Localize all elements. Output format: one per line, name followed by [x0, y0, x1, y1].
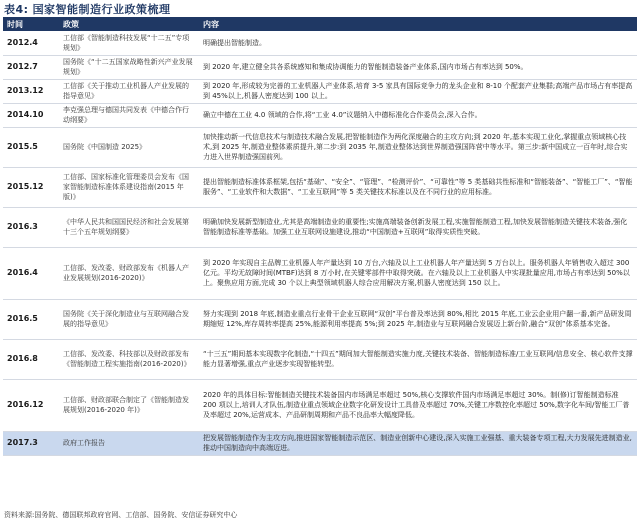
- row-content: 提出智能制造标准体系框架,包括“基础”、“安全”、“管理”、“检测评价”、“可靠性”等 5 类基础共性标准和“智能装备”、“智能工厂”、“智能服务”、“工业软件和大数据”、“工业互联网”等 5 类关键技术标准以及在不同行业的应用标准。: [199, 167, 637, 207]
- row-time: 2016.4: [3, 247, 59, 299]
- row-policy: 工信部、发改委、科技部以及财政部发布《智能制造工程实施指南(2016-2020)》: [59, 339, 199, 379]
- row-time: 2016.5: [3, 299, 59, 339]
- table-row: [3, 55, 637, 79]
- table-row: [3, 299, 637, 339]
- row-time: 2015.12: [3, 167, 59, 207]
- row-time: 2017.3: [3, 431, 59, 455]
- table-number: 表4:: [4, 2, 29, 16]
- table-row: [3, 31, 637, 55]
- row-content: 2020 年的具体目标:智能制造关键技术装备国内市场满足率超过 50%,核心支撑软件国内市场满足率超过 30%。制(修)订智能制造标准 200 项以上,培训人才队伍,制造业重点领域企业数字化研发设计工具普及率超过 70%,关键工序数控化率超过 50%,数字化车间/智能工厂普及率超过 20%,运营成本、产品研制周期和产品不良品率大幅度降低。: [199, 379, 637, 431]
- policy-table: [3, 17, 637, 456]
- row-policy: 国务院《关于深化制造业与互联网融合发展的指导意见》: [59, 299, 199, 339]
- row-policy: 《中华人民共和国国民经济和社会发展第十三个五年规划纲要》: [59, 207, 199, 247]
- row-content: 明确加快发展新型制造业,尤其是高端制造业的重要性;实施高端装备创新发展工程,实施智能制造工程,加快发展智能制造关键技术装备,强化智能制造标准等基础。加强工业互联网设施建设,推动“中国制造+互联网”取得实质性突破。: [199, 207, 637, 247]
- row-content: 到 2020 年,形成较为完善的工业机器人产业体系,培育 3-5 家具有国际竞争力的龙头企业和 8-10 个配套产业集群;高端产品市场占有率提高到 45%以上,机器人密度达到 100 以上。: [199, 79, 637, 103]
- row-content: 加快推动新一代信息技术与制造技术融合发展,把智能制造作为两化深度融合的主攻方向;到 2020 年,基本实现工业化,掌握重点领域核心技术,到 2025 年,制造业整体素质提升,第二步:到 2035 年,制造业整体达到世界制造强国阵营中等水平。第三步:新中国成立一百年时,综合实力进入世界制造强国前列。: [199, 127, 637, 167]
- row-time: 2012.4: [3, 31, 59, 55]
- table-row: [3, 431, 637, 455]
- row-policy: 政府工作报告: [59, 431, 199, 455]
- table-row: [3, 167, 637, 207]
- table-row: [3, 79, 637, 103]
- row-content: 把发展智能制造作为主攻方向,推进国家智能制造示范区、制造业创新中心建设,深入实施工业强基、重大装备专项工程,大力发展先进制造业,推动中国制造向中高端迈进。: [199, 431, 637, 455]
- row-time: 2015.5: [3, 127, 59, 167]
- row-policy: 李克强总理与德国共同发表《中德合作行动纲要》: [59, 103, 199, 127]
- row-content: 确立中德在工业 4.0 领域的合作,将“工业 4.0”议题纳入中德标准化合作委员会,深入合作。: [199, 103, 637, 127]
- row-policy: 工信部、财政部联合制定了《智能制造发展规划(2016-2020 年)》: [59, 379, 199, 431]
- row-time: 2012.7: [3, 55, 59, 79]
- row-policy: 国务院《“十二五国家战略性新兴产业发展规划》: [59, 55, 199, 79]
- row-time: 2016.3: [3, 207, 59, 247]
- row-policy: 工信部、发改委、财政部发布《机器人产业发展规划(2016-2020)》: [59, 247, 199, 299]
- source-note: 资料来源:国务院、德国联邦政府官网、工信部、国务院、安信证券研究中心: [4, 511, 238, 519]
- header-time: 时间: [7, 19, 23, 29]
- row-time: 2016.8: [3, 339, 59, 379]
- table-title: [0, 0, 640, 17]
- row-content: 到 2020 年,建立健全共各系统感知和集成协调能力的智能制造装备产业体系,国内市场占有率达到 50%。: [199, 55, 637, 79]
- table-row: [3, 339, 637, 379]
- row-content: 明确提出智能制造。: [199, 31, 637, 55]
- row-time: 2013.12: [3, 79, 59, 103]
- row-policy: 工信部《关于推动工业机器人产业发展的指导意见》: [59, 79, 199, 103]
- row-content: “十三五”期间基本实现数字化制造,“十四五”期间加大智能制造实施力度,关键技术装备、智能制造标准/工业互联网/信息安全、核心软件支撑能力显著增强,重点产业逐步实现智能转型。: [199, 339, 637, 379]
- table-row: [3, 103, 637, 127]
- table-row: [3, 207, 637, 247]
- table-row: [3, 127, 637, 167]
- table-row: [3, 379, 637, 431]
- header-policy: 政策: [63, 19, 79, 29]
- table-title-text: 国家智能制造行业政策梳理: [32, 2, 171, 16]
- header-content: 内容: [203, 19, 219, 29]
- table-header-row: [3, 17, 637, 31]
- row-time: 2016.12: [3, 379, 59, 431]
- row-policy: 国务院《中国制造 2025》: [59, 127, 199, 167]
- row-policy: 工信部《智能制造科技发展“十二五”专项规划》: [59, 31, 199, 55]
- row-policy: 工信部、国家标准化管理委员会发布《国家智能制造标准体系建设指南(2015 年版)》: [59, 167, 199, 207]
- table-row: [3, 247, 637, 299]
- row-content: 到 2020 年实现自主品牌工业机器人年产量达到 10 万台,六轴及以上工业机器人年产量达到 5 万台以上。服务机器人年销售收入超过 300 亿元。平均无故障时间(MTBF)达到 8 万小时,在关键零部件中取得突破。在六轴及以上工业机器人中实现批量应用,市场占有率达到 50%以上。聚焦应用方面,完成 30 个以上典型领域机器人综合应用解决方案,机器人密度达到 150 以上。: [199, 247, 637, 299]
- row-content: 努力实现到 2018 年底,制造业重点行业骨干企业互联网“双创”平台普及率达到 80%,相比 2015 年底,工业云企业用户翻一番,新产品研发周期缩短 12%,库存周转率提高 25%,能源利用率提高 5%;到 2025 年,制造业与互联网融合发展迈上新台阶,融合“双创”体系基本完备。: [199, 299, 637, 339]
- table-body: [3, 31, 637, 455]
- row-time: 2014.10: [3, 103, 59, 127]
